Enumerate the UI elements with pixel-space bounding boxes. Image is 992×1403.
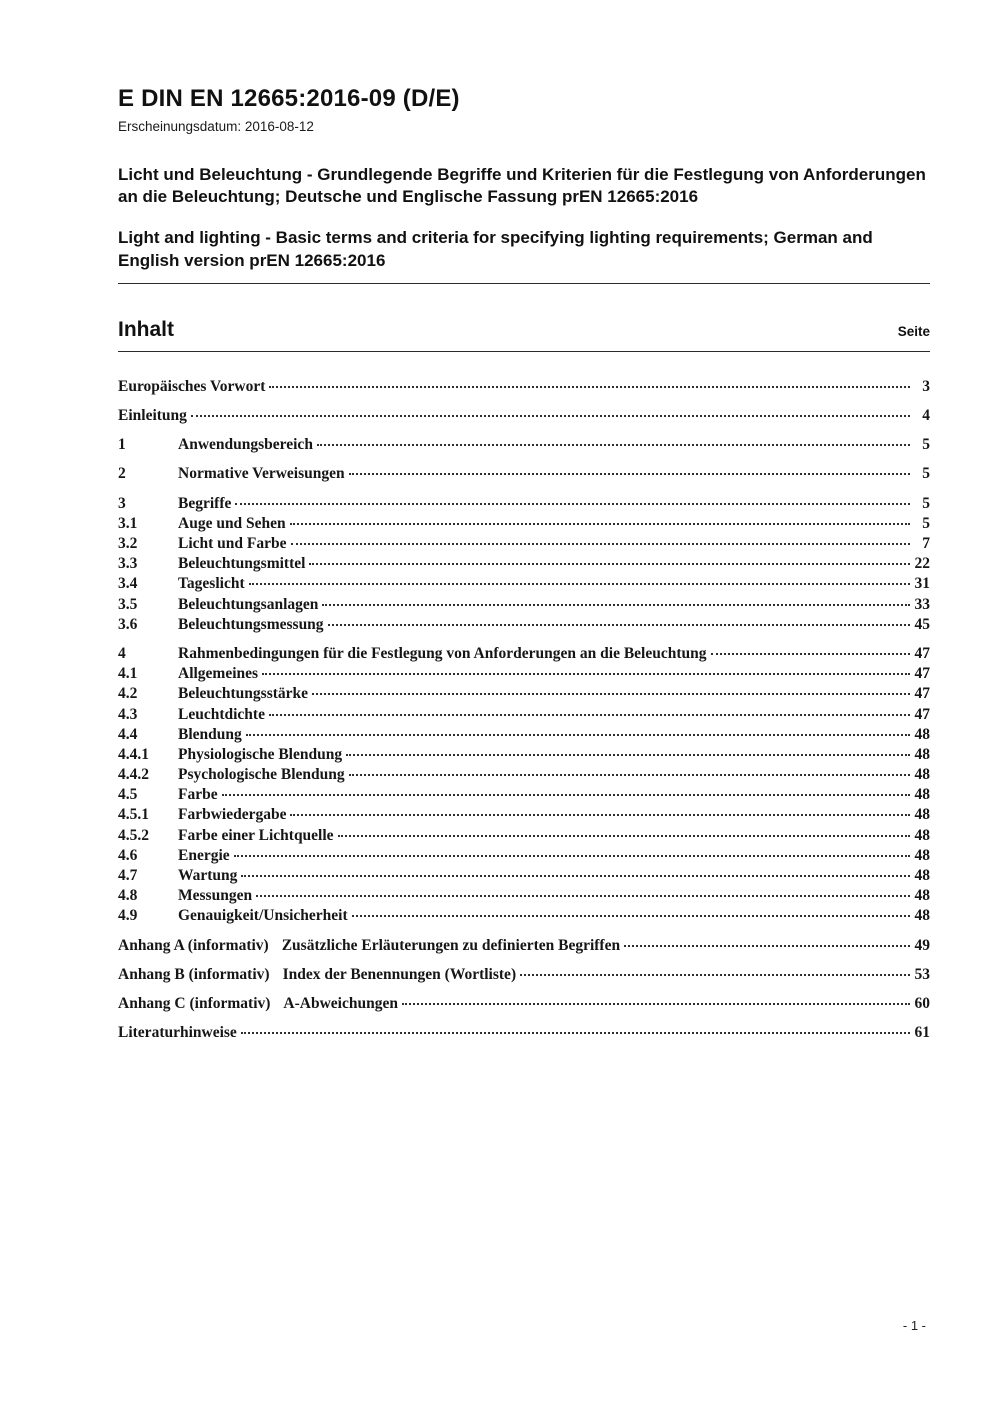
toc-dot-leader [291, 543, 910, 545]
toc-entry-label: Beleuchtungsmessung [178, 615, 324, 633]
toc-dot-leader [312, 693, 910, 695]
toc-entry [118, 684, 930, 704]
toc-entry-page: 5 [922, 514, 930, 532]
toc-entry-label: Literaturhinweise [118, 1024, 237, 1042]
toc-entry-label: Farbwiedergabe [178, 806, 287, 824]
toc-dot-leader [328, 624, 910, 626]
toc-entry-page: 47 [914, 644, 930, 662]
toc-entry [118, 643, 930, 663]
toc-entry [118, 435, 930, 455]
toc-dot-leader [711, 653, 910, 655]
toc-dot-leader [234, 855, 910, 857]
toc-header-divider [118, 351, 930, 352]
toc-entry-page: 47 [914, 685, 930, 703]
toc-entry [118, 513, 930, 533]
toc-entry-number: 4.5.2 [118, 826, 149, 844]
toc-entry [118, 594, 930, 614]
toc-entry-label: Normative Verweisungen [178, 465, 345, 483]
toc-dot-leader [222, 794, 910, 796]
toc-dot-leader [262, 673, 910, 675]
toc-dot-leader [402, 1003, 910, 1005]
toc-dot-leader [338, 835, 910, 837]
toc-entry-page: 48 [914, 907, 930, 925]
toc-entry-page: 47 [914, 665, 930, 683]
toc-entry-page: 4 [922, 407, 930, 425]
toc-entry [118, 865, 930, 885]
toc-entry-number: 4.6 [118, 846, 138, 864]
toc-entry-label: Farbe einer Lichtquelle [178, 826, 334, 844]
toc-entry [118, 845, 930, 865]
toc-entry-number: 4 [118, 644, 126, 662]
toc-entry-number: 3.1 [118, 514, 138, 532]
toc-entry-number: 4.4.2 [118, 766, 149, 784]
toc-dot-leader [235, 503, 910, 505]
toc-dot-leader [317, 444, 910, 446]
toc-page-column-label: Seite [897, 324, 930, 340]
toc-entry-number: 4.1 [118, 665, 138, 683]
toc-entry [118, 993, 930, 1013]
toc-entry-number: 4.8 [118, 887, 138, 905]
toc-entry-page: 53 [914, 965, 930, 983]
toc-entry-label: Blendung [178, 725, 242, 743]
toc-entry-label: Einleitung [118, 407, 187, 425]
document-title-english: Light and lighting - Basic terms and criteria for specifying lighting requirements; German and English version prEN 12665:2016 [118, 228, 873, 270]
toc-entry-number: 4.5.1 [118, 806, 149, 824]
toc-entry [118, 406, 930, 426]
toc-dot-leader [349, 473, 910, 475]
toc-entry-page: 61 [914, 1024, 930, 1042]
toc-dot-leader [290, 523, 910, 525]
document-title-german: Licht und Beleuchtung - Grundlegende Begriffe und Kriterien für die Festlegung von Anforderungen an die Beleuchtung; Deutsche und Englische Fassung prEN 12665:2016 [118, 164, 926, 207]
toc-entry [118, 1023, 930, 1043]
toc-entry-prefix: Anhang A (informativ) [118, 936, 269, 954]
toc-entry-label: Wartung [178, 867, 238, 885]
toc-entry-label: Beleuchtungsmittel [178, 555, 306, 573]
toc-entry-number: 2 [118, 465, 126, 483]
toc-dot-leader [322, 604, 910, 606]
toc-entry-label: Allgemeines [178, 665, 259, 683]
page-number-footer: - 1 - [902, 1318, 926, 1333]
toc-entry [118, 554, 930, 574]
toc-entry [118, 376, 930, 396]
toc-entry-number: 3.5 [118, 595, 138, 613]
toc-entry [118, 935, 930, 955]
toc-entry [118, 704, 930, 724]
toc-entry-page: 48 [914, 806, 930, 824]
toc-entry-number: 4.7 [118, 867, 138, 885]
toc-entry-label: Beleuchtungsanlagen [178, 595, 319, 613]
toc-entry-label: Farbe [178, 786, 218, 804]
toc-dot-leader [269, 714, 910, 716]
toc-entry-number: 3.4 [118, 575, 138, 593]
toc-entry-label: A-Abweichungen [283, 994, 398, 1012]
toc-entry-page: 48 [914, 887, 930, 905]
toc-entry [118, 664, 930, 684]
toc-entry-label: Physiologische Blendung [178, 745, 343, 763]
toc-entry-label: Europäisches Vorwort [118, 377, 266, 395]
toc-entry-label: Genauigkeit/Unsicherheit [178, 907, 348, 925]
toc-entry-number: 4.3 [118, 705, 138, 723]
title-divider [118, 283, 930, 284]
toc-entry-page: 48 [914, 846, 930, 864]
toc-dot-leader [624, 945, 910, 947]
toc-dot-leader [352, 915, 910, 917]
toc-entry-label: Anwendungsbereich [178, 436, 313, 454]
toc-entry-page: 48 [914, 766, 930, 784]
toc-dot-leader [246, 734, 910, 736]
toc-dot-leader [349, 774, 910, 776]
toc-dot-leader [191, 415, 910, 417]
toc-entry-page: 48 [914, 786, 930, 804]
toc-dot-leader [269, 386, 910, 388]
toc-entry-label: Psychologische Blendung [178, 766, 345, 784]
toc-entry-page: 47 [914, 705, 930, 723]
toc-entry-prefix: Anhang C (informativ) [118, 994, 271, 1012]
toc-entry-page: 60 [914, 994, 930, 1012]
toc-dot-leader [309, 563, 910, 565]
toc-entry-page: 22 [914, 555, 930, 573]
publication-date: Erscheinungsdatum: 2016-08-12 [118, 118, 314, 134]
toc-entry-number: 1 [118, 436, 126, 454]
toc-entry [118, 805, 930, 825]
toc-entry [118, 493, 930, 513]
toc-entry-number: 3.3 [118, 555, 138, 573]
toc-entry-page: 33 [914, 595, 930, 613]
toc-entry [118, 724, 930, 744]
toc-entry [118, 574, 930, 594]
toc-entry-page: 48 [914, 826, 930, 844]
toc-dot-leader [520, 974, 910, 976]
toc-entry-page: 48 [914, 867, 930, 885]
toc-dot-leader [290, 814, 910, 816]
toc-entry-label: Begriffe [178, 494, 232, 512]
toc-entry-label: Beleuchtungsstärke [178, 685, 309, 703]
toc-entry-number: 4.4.1 [118, 745, 149, 763]
toc-entry-label: Zusätzliche Erläuterungen zu definierten Begriffen [281, 936, 621, 954]
toc-entry-page: 48 [914, 745, 930, 763]
toc-dot-leader [241, 1032, 910, 1034]
toc-entry [118, 886, 930, 906]
toc-entry-label: Auge und Sehen [178, 514, 286, 532]
toc-entry [118, 906, 930, 926]
toc-entry-number: 3.2 [118, 535, 138, 553]
toc-entry [118, 765, 930, 785]
toc-entry-number: 4.9 [118, 907, 138, 925]
toc-heading: Inhalt [118, 318, 174, 342]
toc-entry [118, 825, 930, 845]
toc-entry [118, 785, 930, 805]
toc-list [118, 376, 930, 1042]
toc-entry-label: Tageslicht [178, 575, 245, 593]
toc-entry-page: 3 [922, 377, 930, 395]
toc-entry-prefix: Anhang B (informativ) [118, 965, 270, 983]
toc-entry-number: 3 [118, 494, 126, 512]
toc-entry-label: Messungen [178, 887, 253, 905]
toc-entry-page: 7 [922, 535, 930, 553]
toc-entry-page: 49 [914, 936, 930, 954]
toc-entry-page: 31 [914, 575, 930, 593]
toc-entry-page: 45 [914, 615, 930, 633]
toc-entry-number: 3.6 [118, 615, 138, 633]
toc-entry-number: 4.2 [118, 685, 138, 703]
toc-dot-leader [346, 754, 910, 756]
toc-entry-label: Licht und Farbe [178, 535, 287, 553]
toc-entry-label: Rahmenbedingungen für die Festlegung von Anforderungen an die Beleuchtung [178, 644, 707, 662]
toc-entry-label: Leuchtdichte [178, 705, 265, 723]
document-number-title: E DIN EN 12665:2016-09 (D/E) [118, 85, 460, 112]
toc-entry [118, 964, 930, 984]
toc-entry-page: 5 [922, 465, 930, 483]
toc-entry-page: 5 [922, 494, 930, 512]
toc-entry-page: 5 [922, 436, 930, 454]
toc-entry-label: Energie [178, 846, 230, 864]
toc-dot-leader [249, 583, 910, 585]
toc-entry [118, 744, 930, 764]
toc-entry [118, 464, 930, 484]
toc-entry-page: 48 [914, 725, 930, 743]
toc-entry-number: 4.5 [118, 786, 138, 804]
toc-dot-leader [241, 875, 910, 877]
toc-entry-number: 4.4 [118, 725, 138, 743]
toc-entry [118, 533, 930, 553]
toc-header [118, 318, 930, 342]
toc-entry [118, 614, 930, 634]
toc-entry-label: Index der Benennungen (Wortliste) [282, 965, 517, 983]
toc-dot-leader [256, 895, 910, 897]
